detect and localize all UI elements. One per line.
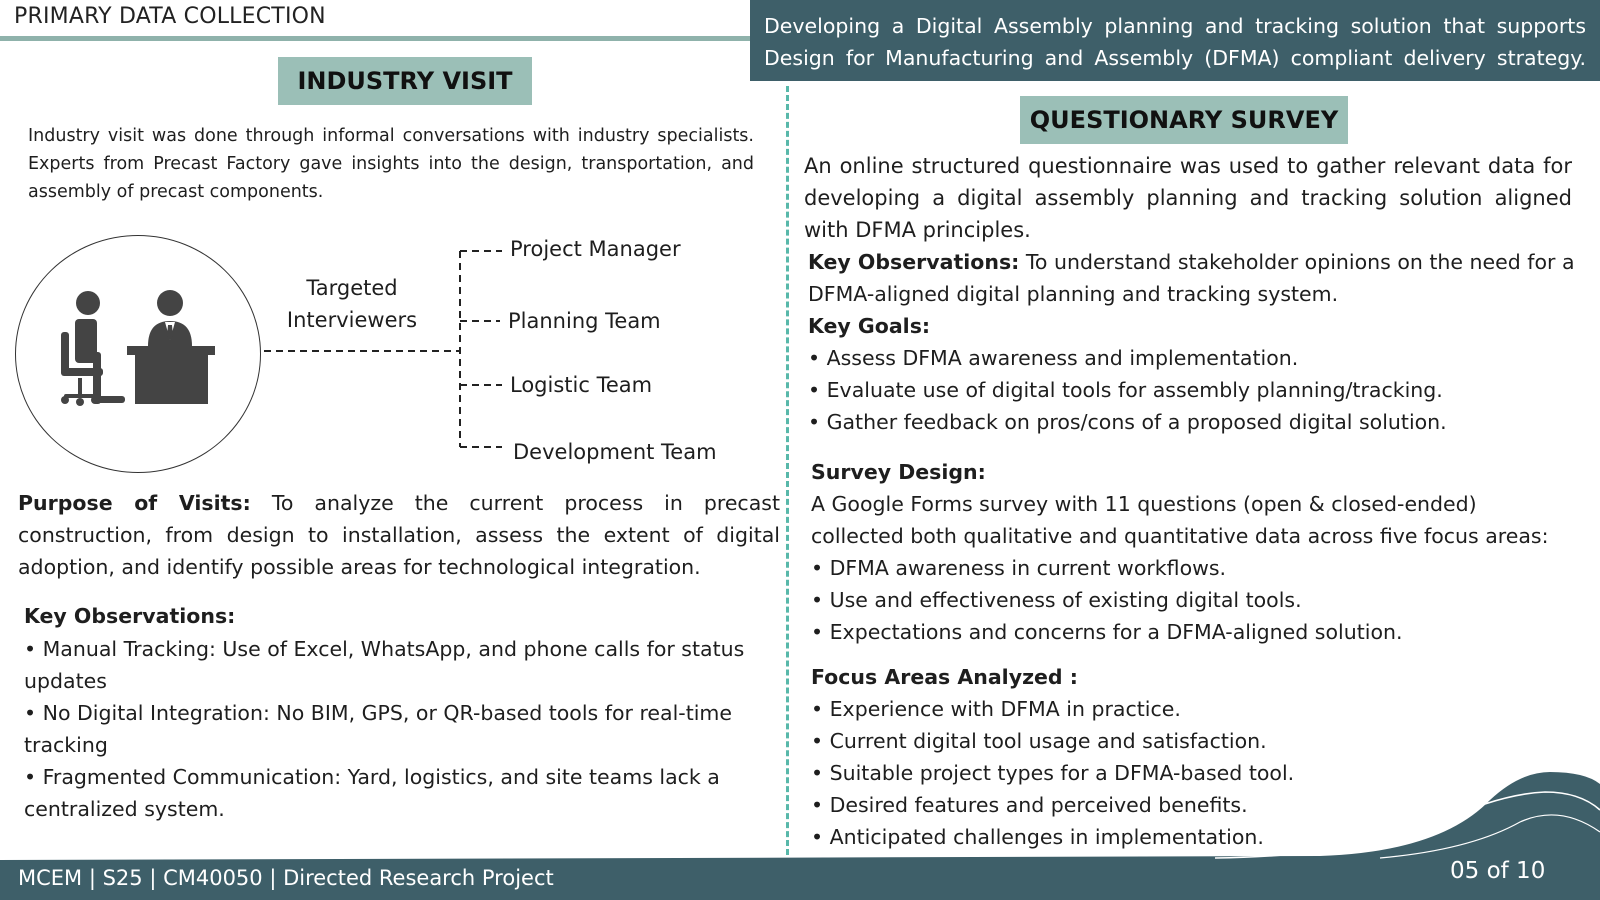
purpose-label: Purpose of Visits: — [18, 491, 251, 515]
survey-observations-label: Key Observations: — [808, 250, 1020, 274]
list-item: • Gather feedback on pros/cons of a proposed digital solution. — [808, 410, 1447, 434]
targeted-interviewers-label — [272, 272, 432, 336]
key-goals-heading: Key Goals: — [808, 314, 931, 338]
targeted-label-line2: Interviewers — [286, 308, 418, 332]
list-item: • No Digital Integration: No BIM, GPS, or QR-based tools for real-time tracking — [24, 701, 733, 757]
targeted-label-line1: Targeted — [306, 276, 398, 300]
survey-design-line1: A Google Forms survey with 11 questions (open & closed-ended) — [811, 492, 1477, 516]
survey-intro: An online structured questionnaire was used to gather relevant data for developing a digital assembly planning and tracking solution aligned with DFMA principles. — [804, 154, 1572, 242]
purpose-text: To analyze the current process in precast construction, from design to installation, assess the extent of digital adoption, and identify possible areas for technological integration. — [18, 491, 780, 579]
page-number: 05 of 10 — [1450, 858, 1546, 884]
survey-design-description — [811, 488, 1591, 552]
survey-heading: QUESTIONARY SURVEY — [1020, 96, 1348, 144]
list-item: • Expectations and concerns for a DFMA-aligned solution. — [811, 620, 1403, 644]
branch-project-manager: Project Manager — [510, 237, 681, 261]
footer-course-info: MCEM | S25 | CM40050 | Directed Research Project — [18, 866, 554, 890]
list-item: • Evaluate use of digital tools for assembly planning/tracking. — [808, 378, 1443, 402]
branch-logistic-team: Logistic Team — [510, 373, 653, 397]
branch-planning-team: Planning Team — [508, 309, 661, 333]
survey-design-line2: collected both qualitative and quantitative data across five focus areas: — [811, 524, 1549, 548]
purpose-of-visits — [18, 487, 780, 583]
interview-people-desk-icon — [55, 290, 225, 415]
column-divider — [786, 86, 789, 864]
survey-design-list — [811, 552, 1403, 648]
list-item: • Fragmented Communication: Yard, logistics, and site teams lack a centralized system. — [24, 765, 720, 821]
survey-design-heading: Survey Design: — [811, 460, 986, 484]
survey-observations-text: To understand stakeholder opinions on the need for a DFMA-aligned digital planning and tracking system. — [808, 250, 1575, 306]
industry-visit-heading: INDUSTRY VISIT — [278, 57, 532, 105]
list-item: • Experience with DFMA in practice. — [811, 697, 1181, 721]
list-item: • DFMA awareness in current workflows. — [811, 556, 1227, 580]
key-goals-list — [808, 342, 1447, 438]
list-item: • Assess DFMA awareness and implementation. — [808, 346, 1299, 370]
title-banner: Developing a Digital Assembly planning and tracking solution that supports Design for Manufacturing and Assembly (DFMA) compliant delivery strategy. — [750, 0, 1600, 81]
branch-development-team: Development Team — [513, 440, 717, 464]
industry-visit-intro: Industry visit was done through informal conversations with industry specialists. Experts from Precast Factory gave insights into the design, transportation, and assembly of precast components. — [28, 126, 754, 202]
list-item: • Desired features and perceived benefits. — [811, 793, 1248, 817]
list-item: • Anticipated challenges in implementation. — [811, 825, 1264, 849]
focus-areas-heading: Focus Areas Analyzed : — [811, 665, 1078, 689]
industry-observations-heading: Key Observations: — [24, 604, 236, 628]
list-item: • Current digital tool usage and satisfaction. — [811, 729, 1267, 753]
survey-observations — [808, 246, 1584, 310]
list-item: • Suitable project types for a DFMA-based tool. — [811, 761, 1295, 785]
list-item: • Use and effectiveness of existing digital tools. — [811, 588, 1302, 612]
section-title: PRIMARY DATA COLLECTION — [14, 4, 326, 29]
header-rule — [0, 36, 750, 41]
list-item: • Manual Tracking: Use of Excel, WhatsApp, and phone calls for status updates — [24, 637, 745, 693]
